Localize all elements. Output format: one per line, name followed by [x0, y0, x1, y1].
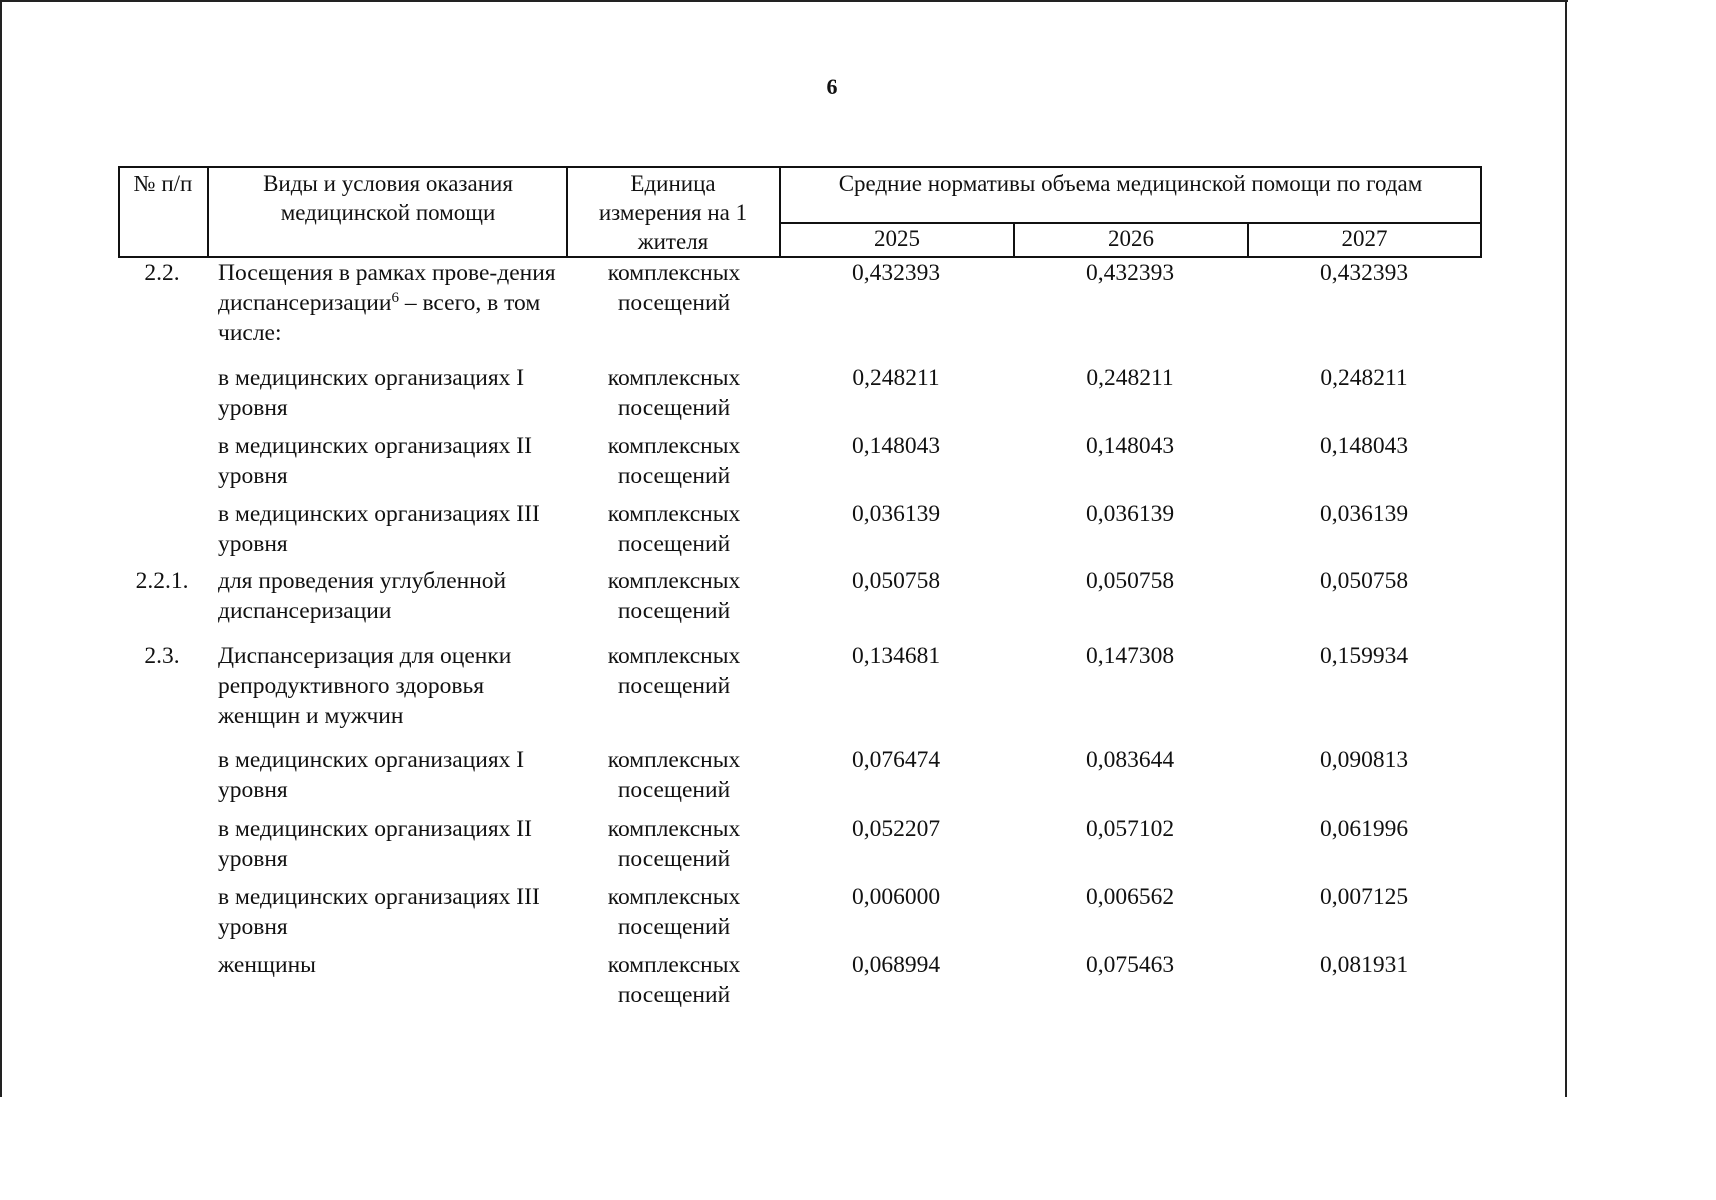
header-year-2027: 2027 — [1341, 226, 1388, 251]
row-value-2025: 0,148043 — [851, 433, 941, 459]
row-number: 2.2. — [144, 260, 180, 286]
row-service-type: в медицинских организациях I уровня — [218, 365, 525, 421]
row-value-2025: 0,050758 — [851, 568, 941, 594]
row-service-text-cont: – всего, в том числе: — [218, 290, 541, 346]
row-unit: комплексных посещений — [607, 568, 741, 624]
header-col-type: Виды и условия оказания медицинской помощи — [263, 171, 513, 225]
row-number: 2.2.1. — [135, 568, 189, 594]
row-value-2025: 0,068994 — [851, 952, 941, 978]
row-value-2027: 0,090813 — [1319, 747, 1409, 773]
row-unit: комплексных посещений — [607, 952, 741, 1008]
row-value-2026: 0,057102 — [1085, 816, 1175, 842]
row-unit: комплексных посещений — [607, 433, 741, 489]
header-year-2025: 2025 — [874, 226, 920, 251]
row-value-2025: 0,036139 — [851, 501, 941, 527]
row-service-type: в медицинских организациях II уровня — [218, 816, 532, 872]
row-unit: комплексных посещений — [607, 365, 741, 421]
row-unit: комплексных посещений — [607, 260, 741, 316]
row-service-type: в медицинских организациях I уровня — [218, 747, 525, 803]
row-value-2025: 0,076474 — [851, 747, 941, 773]
row-value-2027: 0,432393 — [1319, 260, 1409, 286]
header-divider — [207, 166, 209, 258]
row-unit: комплексных посещений — [607, 747, 741, 803]
page-border-left — [0, 0, 2, 1097]
row-service-type: в медицинских организациях III уровня — [218, 501, 540, 557]
header-border-right — [1480, 166, 1482, 258]
row-value-2026: 0,432393 — [1085, 260, 1175, 286]
row-value-2027: 0,061996 — [1319, 816, 1409, 842]
row-unit: комплексных посещений — [607, 816, 741, 872]
row-value-2026: 0,148043 — [1085, 433, 1175, 459]
row-value-2026: 0,075463 — [1085, 952, 1175, 978]
header-border-top — [118, 166, 1482, 168]
row-value-2025: 0,248211 — [852, 365, 940, 391]
row-service-type: для проведения углубленной диспансеризации — [218, 568, 507, 624]
row-unit: комплексных посещений — [607, 501, 741, 557]
row-value-2025: 0,006000 — [851, 884, 941, 910]
row-unit: комплексных посещений — [607, 643, 741, 699]
header-divider — [566, 166, 568, 258]
row-service-text: Посещения в рамках прове-дения диспансеризации — [218, 260, 556, 316]
table-header — [118, 166, 1482, 258]
row-value-2027: 0,248211 — [1320, 365, 1408, 391]
row-value-2027: 0,159934 — [1319, 643, 1409, 669]
header-year-2026: 2026 — [1108, 226, 1154, 251]
row-value-2025: 0,134681 — [851, 643, 941, 669]
row-value-2027: 0,050758 — [1319, 568, 1409, 594]
row-value-2027: 0,007125 — [1319, 884, 1409, 910]
row-value-2026: 0,050758 — [1085, 568, 1175, 594]
row-value-2026: 0,083644 — [1085, 747, 1175, 773]
header-col-unit: Единица измерения на 1 жителя — [598, 171, 748, 254]
row-value-2026: 0,006562 — [1085, 884, 1175, 910]
footnote-ref: 6 — [391, 290, 399, 306]
row-number: 2.3. — [144, 643, 180, 669]
row-service-type: Диспансеризация для оценки репродуктивного здоровья женщин и мужчин — [218, 643, 512, 729]
row-value-2026: 0,248211 — [1086, 365, 1174, 391]
row-value-2025: 0,432393 — [851, 260, 941, 286]
row-service-type: в медицинских организациях II уровня — [218, 433, 532, 489]
page-border-top — [0, 0, 1568, 2]
page-number: 6 — [826, 74, 838, 99]
row-value-2027: 0,148043 — [1319, 433, 1409, 459]
row-value-2026: 0,147308 — [1085, 643, 1175, 669]
row-service-type: женщины — [218, 952, 316, 978]
row-unit: комплексных посещений — [607, 884, 741, 940]
row-value-2027: 0,081931 — [1319, 952, 1409, 978]
header-col-no: № п/п — [133, 171, 193, 196]
page-border-right — [1565, 0, 1567, 1097]
row-service-type: в медицинских организациях III уровня — [218, 884, 540, 940]
row-service-type — [218, 258, 568, 348]
row-value-2027: 0,036139 — [1319, 501, 1409, 527]
row-value-2025: 0,052207 — [851, 816, 941, 842]
header-col-norms: Средние нормативы объема медицинской помощи по годам — [838, 171, 1423, 196]
row-value-2026: 0,036139 — [1085, 501, 1175, 527]
